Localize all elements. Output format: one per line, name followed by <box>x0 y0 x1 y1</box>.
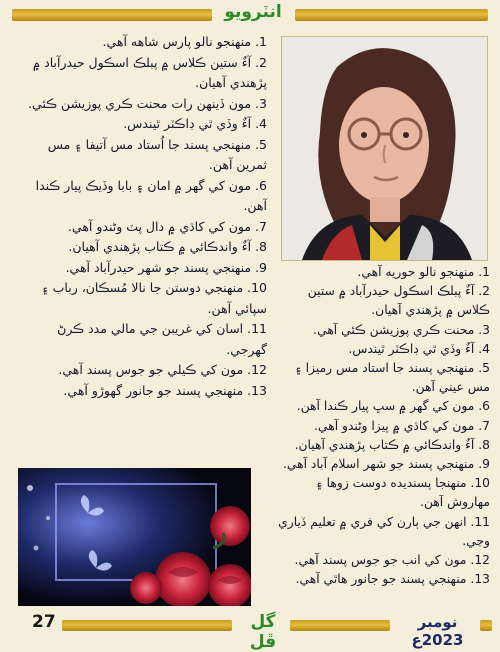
list-item: 3. مون ڏينهن رات محنت ڪري پوزيشن ڪئي. <box>28 95 267 111</box>
footer-rule-right <box>480 620 492 631</box>
issue-date: نومبر 2023ع <box>411 613 464 649</box>
list-item: 7. مون کي کاڌي ۾ پيزا وڻندو آهي. <box>314 418 490 433</box>
list-item: 2. آءٌ پبلڪ اسڪول حيدرآباد ۾ ستين ڪلاس ۾ پڙهندي آهيان. <box>307 284 490 318</box>
header-rule-left <box>12 9 212 21</box>
magazine-logo: گل ڦل <box>249 612 277 652</box>
list-item: 7. مون کي کاڌي ۾ دال پٽ وڻندو آهي. <box>67 218 267 234</box>
list-item: 9. منهنجي پسند جو شهر اسلام آباد آهي. <box>282 457 490 472</box>
list-item: 3. محنت ڪري پوزيشن ڪئي آهي. <box>313 322 490 337</box>
list-item: 5. منهنجي پسند جا اُستاد مس آتيفا ۽ مس ثمرين آهن. <box>47 136 267 172</box>
list-item: 1. منهنجو نالو حوريه آهي. <box>357 265 490 279</box>
left-interview-list <box>14 32 267 401</box>
list-item: 12. مون کي انب جو جوس پسند آهي. <box>294 553 490 568</box>
right-interview-list <box>278 263 490 589</box>
page-number: 27 <box>32 612 56 632</box>
portrait-photo <box>281 36 488 261</box>
list-item: 2. آءٌ ستين ڪلاس ۾ پبلڪ اسڪول حيدرآباد ۾ پڙهندي آهيان. <box>32 54 267 90</box>
list-item: 11. انهن جي ٻارن کي فري ۾ تعليم ڏياري وڃي. <box>278 514 490 548</box>
list-item: 9. منهنجي پسند جو شهر حيدرآباد آهي. <box>65 259 267 275</box>
list-item: 4. آءٌ وڏي ٿي ڊاڪٽر ٿيندس. <box>123 116 267 131</box>
list-item: 11. اسان کي غريبن جي مالي مدد ڪرڻ گهرجي. <box>57 321 267 357</box>
decorative-flower-image <box>18 468 251 606</box>
footer-rule-middle <box>290 620 390 631</box>
list-item: 8. آءٌ واندڪائي ۾ ڪتاب پڙهندي آهيان. <box>68 239 267 254</box>
list-item: 8. آءٌ واندڪائي ۾ ڪتاب پڙهندي آهيان. <box>294 437 490 452</box>
list-item: 4. آءٌ وڏي ٿي ڊاڪٽر ٿيندس. <box>348 341 490 356</box>
list-item: 6. مون کي گهر ۾ امان ۽ بابا وڏيڪ پيار ڪندا آهن. <box>35 177 267 213</box>
list-item: 13. منهنجي پسند جو جانور هاٿي آهي. <box>295 572 490 587</box>
footer-rule-left <box>62 620 232 631</box>
list-item: 1. منهنجو نالو پارس شاهه آهي. <box>102 34 267 49</box>
list-item: 5. منهنجي پسند جا استاد مس رميزا ۽ مس عيني آهن. <box>294 361 490 395</box>
list-item: 10. منهنجا پسنديده دوست زوها ۽ مهاروش آهن. <box>315 476 490 510</box>
list-item: 6. مون کي گهر ۾ سڀ پيار ڪندا آهن. <box>296 399 490 414</box>
list-item: 12. مون کي ڪيلي جو جوس پسند آهي. <box>58 362 267 377</box>
header-rule-right <box>295 9 488 21</box>
list-item: 13. منهنجي پسند جو جانور گهوڙو آهي. <box>63 382 267 398</box>
section-title: انٽرويو <box>224 2 282 22</box>
list-item: 10. منهنجي دوستن جا نالا مُسڪان، رباب ۽ سپائي آهن. <box>41 280 267 316</box>
